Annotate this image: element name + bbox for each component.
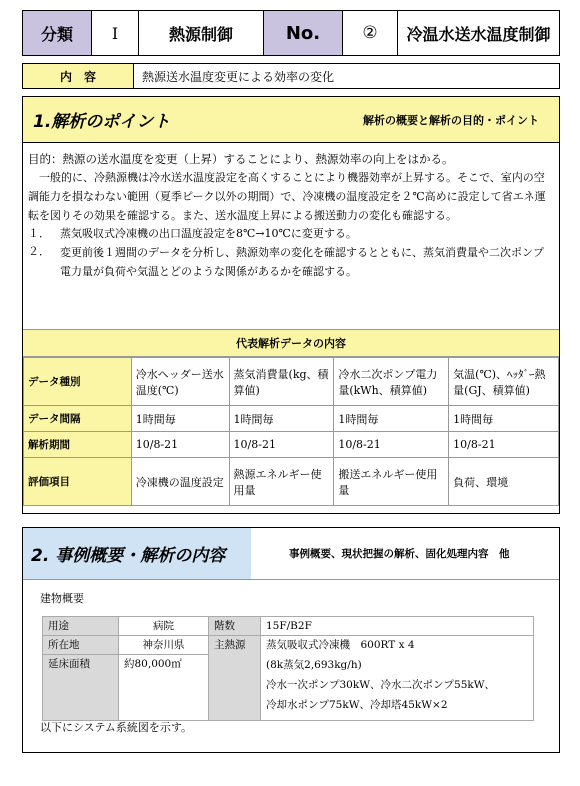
row-label: 解析期間 [24, 432, 132, 458]
content-label: 内 容 [23, 64, 134, 88]
list-number: ２． [28, 245, 50, 258]
table-cell: 1時間毎 [334, 406, 449, 432]
table-cell: 熱源エネルギー使用量 [229, 458, 334, 506]
list-number: １． [28, 227, 50, 240]
data-table-title: 代表解析データの内容 [23, 329, 559, 357]
section2-header [23, 528, 559, 580]
section1-title: 1.解析のポイント [33, 112, 171, 132]
table-cell: 搬送エネルギー使用量 [334, 458, 449, 506]
overview-paragraph: 一般的に、冷熱源機は冷水送水温度設定を高くすることにより機器効率が上昇する。そこで、室内の空調能力を損なわない範囲（夏季ピーク以外の期間）で、冷凍機の温度設定を２℃高めに設定して省エネ運転を図りその効果を確認する。また、送水温度上昇による搬送動力の変化も確認する。 [28, 171, 546, 222]
category-name: 熱源制御 [139, 11, 264, 55]
content-row [22, 63, 560, 89]
heat-label: 主熱源 [209, 636, 261, 721]
building-heading: 建物概要 [40, 592, 84, 605]
heat-line: 蒸気吸収式冷凍機 600RT x 4 [266, 639, 415, 651]
location-label: 所在地 [43, 636, 119, 655]
table-row [24, 406, 559, 432]
table-cell: 1時間毎 [449, 406, 559, 432]
use-value: 病院 [119, 617, 209, 636]
system-diagram-note: 以下にシステム系統図を示す。 [40, 721, 193, 734]
use-label: 用途 [43, 617, 119, 636]
list-item [28, 243, 552, 281]
sheet-title: 冷温水送水温度制御 [406, 24, 551, 44]
table-row [43, 636, 534, 655]
table-row [24, 458, 559, 506]
area-value: 約80,000㎡ [119, 655, 209, 721]
table-cell: 気温(℃)、ﾍｯﾀﾞｰ熱量(GJ、積算値) [449, 358, 559, 406]
table-cell: 冷凍機の温度設定 [131, 458, 229, 506]
number-label: No. [264, 11, 343, 55]
number-value: ② [343, 11, 398, 55]
list-text: 変更前後１週間のデータを分析し、熱源効率の変化を確認するとともに、蒸気消費量や二次ポンプ電力量が負荷や気温とどのような関係があるかを確認する。 [60, 246, 544, 278]
heat-line: 冷却水ポンプ75kW、冷却塔45kW×2 [266, 699, 448, 711]
section1-header [23, 97, 559, 143]
location-value: 神奈川県 [119, 636, 209, 655]
section2-subtitle: 事例概要、現状把握の解析、固化処理内容 他 [289, 548, 510, 560]
table-cell: 蒸気消費量(kg、積算値) [229, 358, 334, 406]
table-cell: 10/8-21 [229, 432, 334, 458]
table-cell: 10/8-21 [131, 432, 229, 458]
category-label: 分類 [23, 11, 92, 55]
table-row [24, 432, 559, 458]
heat-line: (8k蒸気2,693kg/h) [266, 659, 362, 671]
area-label: 延床面積 [43, 655, 119, 721]
section1-body [28, 150, 552, 281]
row-label: データ間隔 [24, 406, 132, 432]
floors-label: 階数 [209, 617, 261, 636]
table-row [24, 358, 559, 406]
table-cell: 1時間毎 [131, 406, 229, 432]
list-item [28, 225, 552, 243]
table-cell: 1時間毎 [229, 406, 334, 432]
table-cell: 10/8-21 [449, 432, 559, 458]
content-value: 熱源送水温度変更による効率の変化 [142, 69, 335, 84]
purpose-text: 目的：熱源の送水温度を変更（上昇）することにより、熱源効率の向上をはかる。 [28, 152, 454, 166]
section2-title: 2. 事例概要・解析の内容 [23, 528, 251, 579]
heat-line: 冷水一次ポンプ30kW、冷水二次ポンプ55kW、 [266, 679, 496, 691]
row-label: データ種別 [24, 358, 132, 406]
data-table [23, 357, 559, 506]
row-label: 評価項目 [24, 458, 132, 506]
category-value: Ⅰ [92, 11, 139, 55]
heat-value [261, 636, 534, 721]
section1-subtitle: 解析の概要と解析の目的・ポイント [363, 113, 539, 127]
floors-value: 15F/B2F [261, 617, 534, 636]
table-row [43, 617, 534, 636]
table-cell: 冷水二次ポンプ電力量(kWh、積算値) [334, 358, 449, 406]
list-text: 蒸気吸収式冷凍機の出口温度設定を8℃→10℃に変更する。 [60, 227, 357, 240]
building-table [42, 616, 534, 721]
header-bar [22, 10, 560, 56]
table-cell: 10/8-21 [334, 432, 449, 458]
table-cell: 冷水ヘッダー送水温度(℃) [131, 358, 229, 406]
table-cell: 負荷、環境 [449, 458, 559, 506]
